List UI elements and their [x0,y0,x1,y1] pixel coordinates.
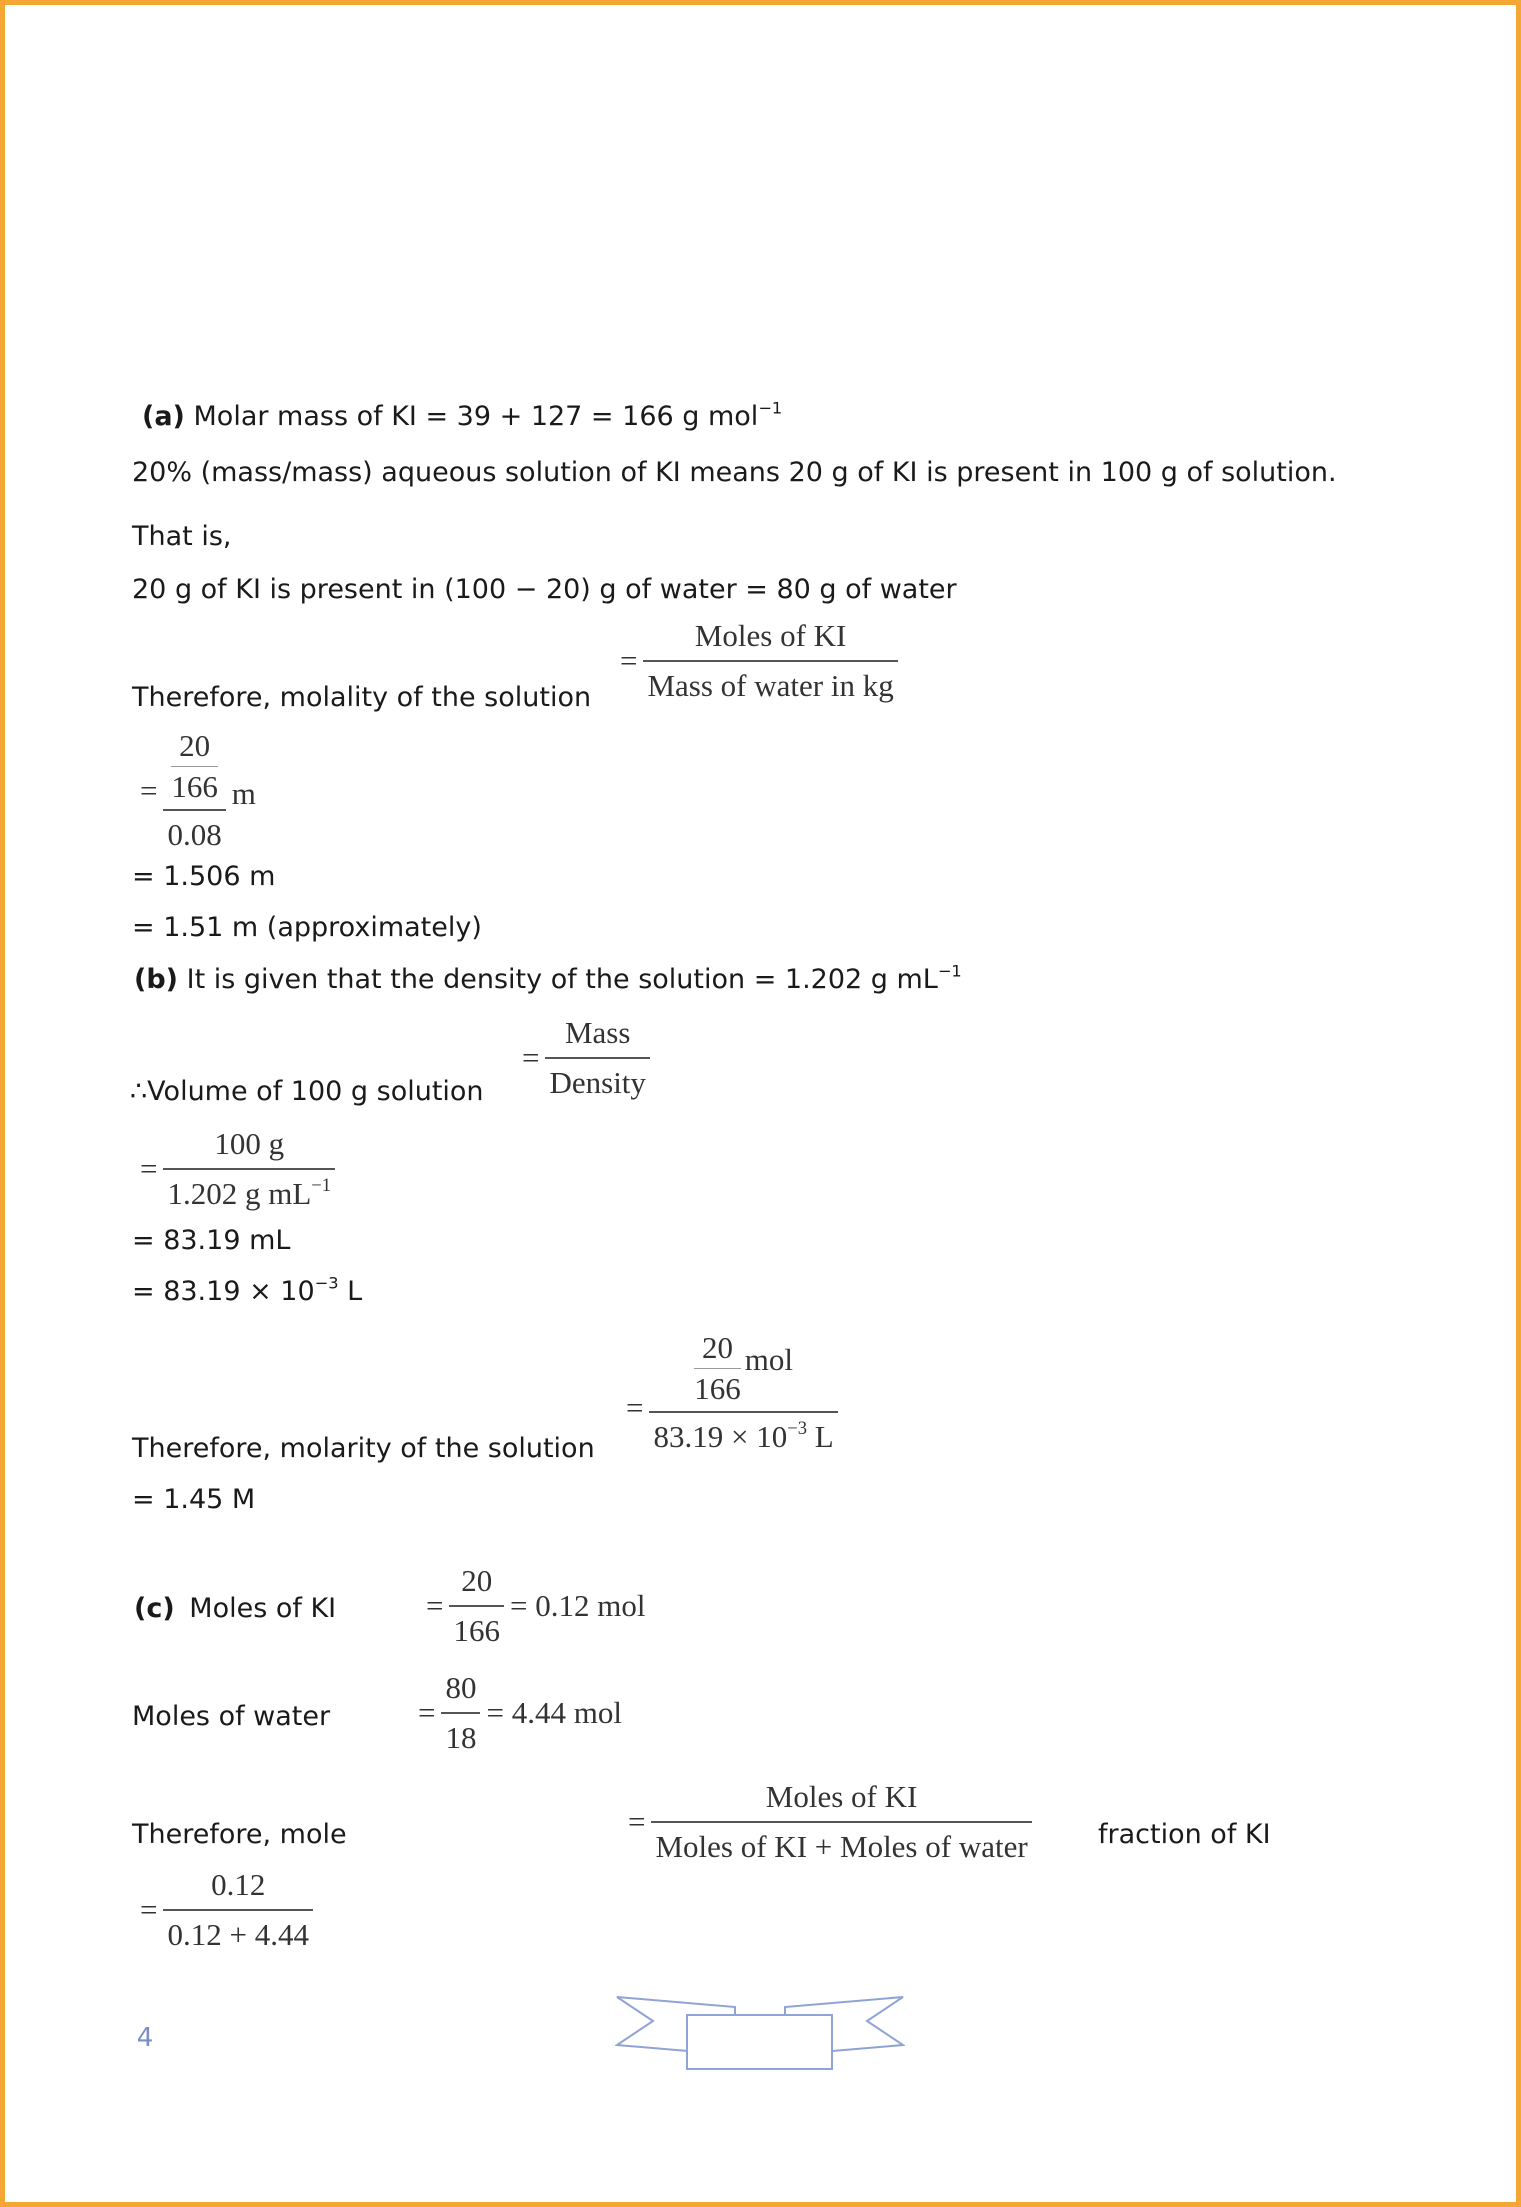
water-mass-line: 20 g of KI is present in (100 − 20) g of water = 80 g of water [132,574,957,605]
molality-formula: = $\frac{\text{Moles of KI}}{\text{Mass of water in kg}}$ [620,618,898,704]
volume-formula: = $\frac{\text{Mass}}{\text{Density}}$ [522,1015,650,1101]
solution-definition: 20% (mass/mass) aqueous solution of KI means 20 g of KI is present in 100 g of solution. [132,457,1337,488]
that-is-text: That is, [132,521,232,552]
molality-label: Therefore, molality of the solution [132,682,592,713]
molality-numerator: Moles of KI [694,618,847,653]
inner-denominator: 166 [171,766,218,805]
page-number-ribbon-icon [615,1985,905,2070]
molar-mass-exponent: −1 [758,398,783,418]
part-b-label: (b) [134,964,179,995]
inner-numerator: 20 [179,728,211,763]
page-number: 4 [136,2023,154,2053]
molality-calc-denominator: 0.08 [163,809,225,853]
part-b-line [134,961,962,995]
moles-ki-calculation: = $\frac{20}{166}$ = 0.12 mol [426,1563,646,1648]
part-c-label: (c) [134,1593,175,1624]
mole-fraction-label: Therefore, mole [132,1819,347,1850]
volume-calculation: = $\frac{100 g}{1.202 g mL^{-1}}$ [140,1126,335,1212]
molarity-calculation: = 20 166 mol $83.19 \times 10^{-3}$ L [626,1330,838,1455]
mole-fraction-calculation: = $\frac{0.12}{0.12 + 4.44}$ [140,1867,313,1953]
volume-result-ml: = 83.19 mL [132,1225,291,1256]
density-text: It is given that the density of the solution = 1.202 g mL [186,964,938,995]
moles-water-label: Moles of water [132,1701,331,1732]
part-c-line: (c) Moles of KI [134,1593,337,1624]
molality-result: = 1.506 m [132,861,276,892]
molality-calculation: = $\frac{\frac{20}{166}}{0.08}$ m [140,728,256,852]
mole-fraction-suffix: fraction of KI [1098,1819,1271,1850]
part-a-label: (a) [142,401,185,432]
molality-denominator: Mass of water in kg [643,660,897,704]
mole-fraction-formula: = $\frac{\text{Moles of KI}}{\text{Moles of KI + Moles of water}}$ [628,1779,1032,1865]
volume-label: ∴Volume of 100 g solution [130,1076,484,1107]
molar-mass-text: Molar mass of KI = 39 + 127 = 166 g mol [193,401,759,432]
molarity-label: Therefore, molarity of the solution [132,1433,595,1464]
molarity-result: = 1.45 M [132,1484,256,1515]
molality-result-approx: = 1.51 m (approximately) [132,912,482,943]
part-a-line [142,398,783,432]
density-exponent: −1 [937,961,962,981]
moles-water-calculation: = $\frac{80}{18}$ = 4.44 mol [418,1670,622,1755]
volume-result-l: = $83.19 \times 10^{-3}$ L [132,1273,363,1307]
